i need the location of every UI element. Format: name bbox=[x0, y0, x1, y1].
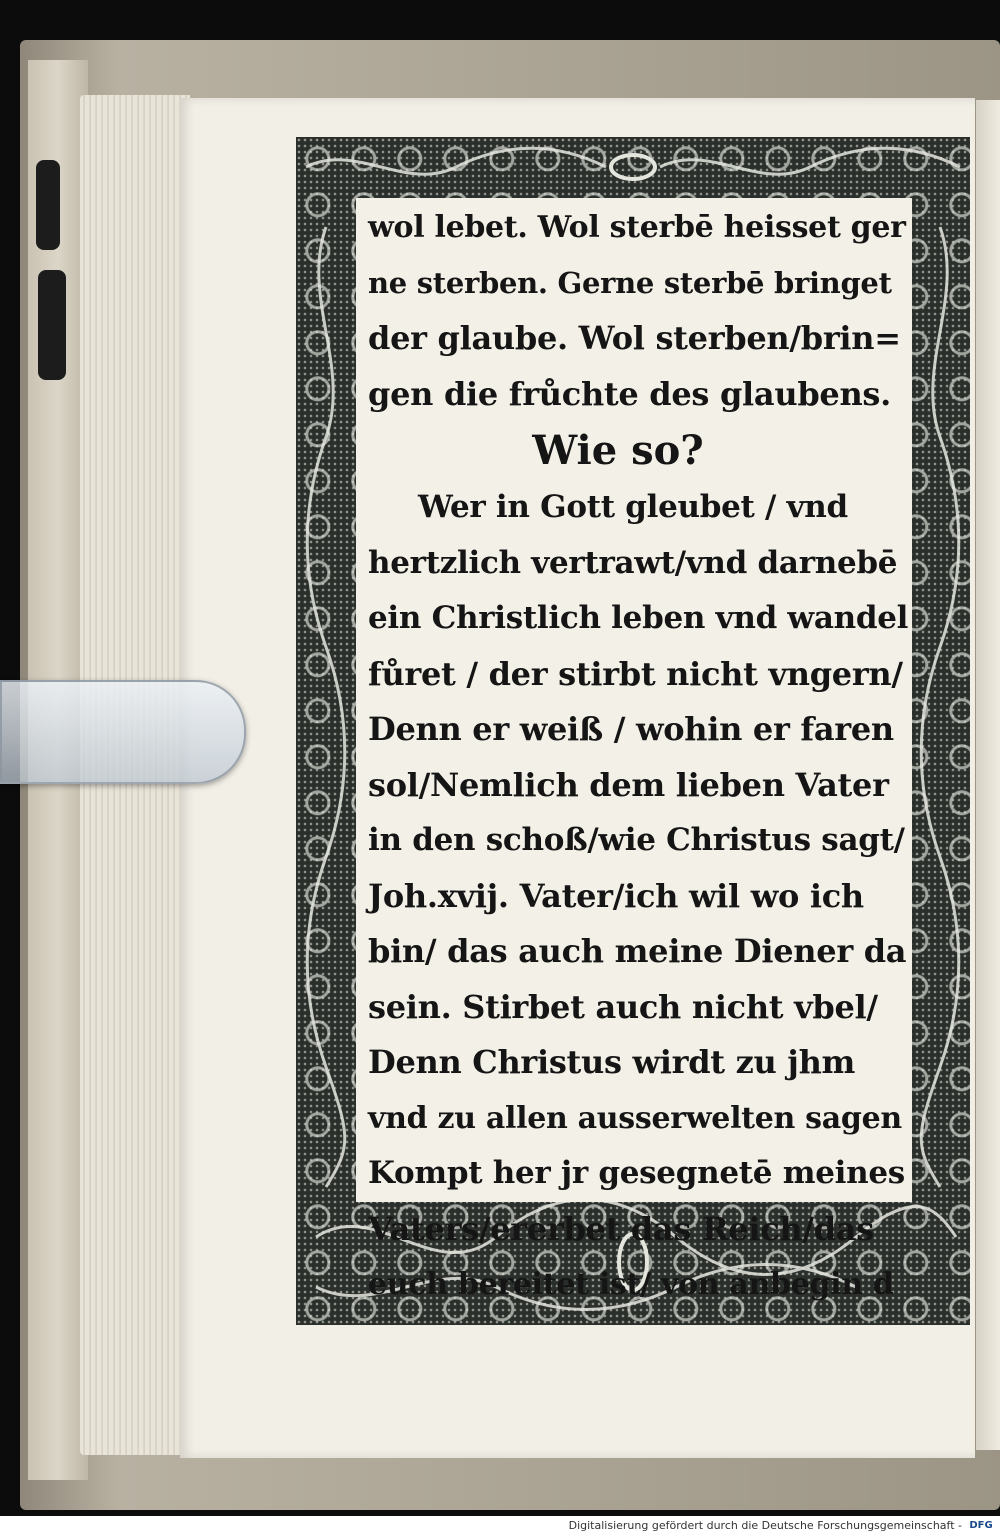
section-heading: Wie so? bbox=[532, 427, 704, 474]
text-line: sein. Stirbet auch nicht vbel/ bbox=[368, 987, 878, 1026]
text-line: bin/ das auch meine Diener da bbox=[368, 932, 907, 970]
text-line: sol/Nemlich dem lieben Vater bbox=[368, 765, 889, 804]
digitization-footer bbox=[0, 1516, 1000, 1538]
text-line: gen die frůchte des glaubens. bbox=[368, 374, 891, 413]
text-line: der glaube. Wol sterben/brin= bbox=[368, 319, 901, 357]
text-line: hertzlich vertrawt/vnd darnebē bbox=[368, 544, 898, 581]
clasp-mark bbox=[38, 270, 66, 380]
text-line: Vaters/ererbet das Reich/das bbox=[368, 1209, 874, 1248]
facing-page-edge bbox=[976, 100, 1000, 1450]
text-line: Joh.xvij. Vater/ich wil wo ich bbox=[368, 876, 864, 915]
plastic-page-clip bbox=[0, 680, 246, 784]
text-line: euch bereitet ist/ von anbegin d bbox=[368, 1267, 894, 1302]
text-line: Denn er weiß / wohin er faren bbox=[368, 710, 894, 748]
clasp-mark bbox=[36, 160, 60, 250]
dfg-logo-icon: DFG bbox=[969, 1520, 993, 1531]
page-text bbox=[368, 200, 908, 1313]
text-line: vnd zu allen ausserwelten sagen bbox=[368, 1100, 902, 1136]
text-line: ein Christlich leben vnd wandel bbox=[368, 600, 909, 636]
text-line: fůret / der stirbt nicht vngern/ bbox=[368, 654, 903, 693]
text-line: ne sterben. Gerne sterbē bringet bbox=[368, 265, 892, 300]
text-line: Denn Christus wirdt zu jhm bbox=[368, 1043, 856, 1081]
text-line: Kompt her jr gesegnetē meines bbox=[368, 1155, 905, 1191]
text-line: in den schoß/wie Christus sagt/ bbox=[368, 822, 905, 858]
text-line: Wer in Gott gleubet / vnd bbox=[418, 489, 848, 525]
text-line: wol lebet. Wol sterbē heisset ger bbox=[368, 210, 906, 245]
funding-credit: Digitalisierung gefördert durch die Deutsche Forschungsgemeinschaft - bbox=[568, 1519, 962, 1532]
